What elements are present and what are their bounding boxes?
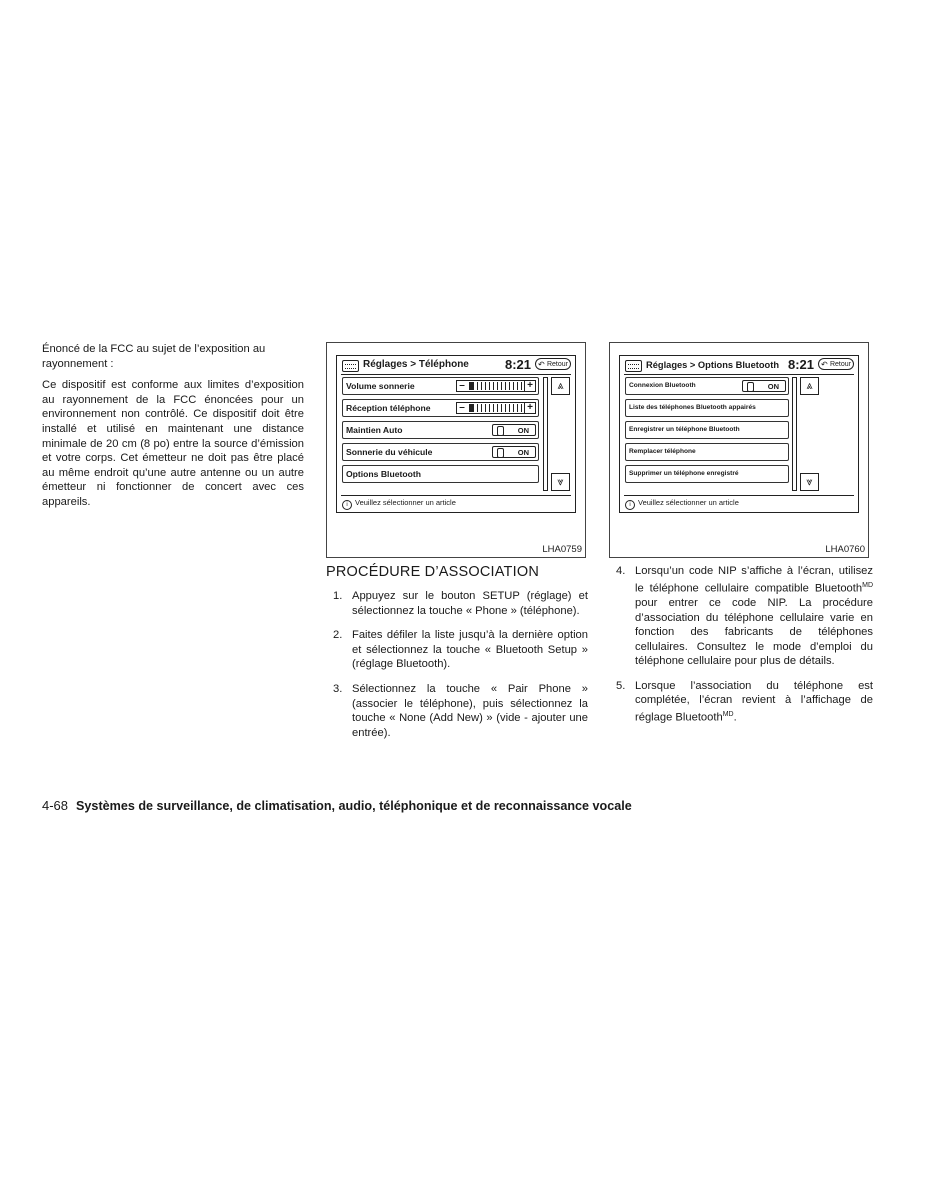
page-footer bbox=[42, 798, 632, 813]
toggle-value: ON bbox=[767, 382, 779, 391]
figure-id: LHA0760 bbox=[825, 544, 865, 555]
row-reception-telephone[interactable] bbox=[342, 399, 539, 417]
figure-id: LHA0759 bbox=[542, 544, 582, 555]
step-item bbox=[326, 682, 588, 740]
scroll-down-icon[interactable]: ⩔ bbox=[800, 473, 819, 491]
toggle-switch[interactable] bbox=[492, 424, 536, 436]
step-number: 4. bbox=[616, 565, 626, 577]
row-options-bluetooth[interactable] bbox=[342, 465, 539, 483]
screen-title: Réglages > Téléphone bbox=[363, 359, 469, 370]
row-enregistrer-telephone[interactable] bbox=[625, 421, 789, 439]
keyboard-icon bbox=[342, 360, 359, 372]
procedure-section bbox=[326, 564, 588, 750]
row-label: Enregistrer un téléphone Bluetooth bbox=[629, 426, 740, 433]
step-text: . bbox=[733, 711, 737, 724]
figure-phone-settings bbox=[326, 342, 586, 558]
plus-icon[interactable]: + bbox=[524, 380, 535, 392]
screen-clock: 8:21 bbox=[504, 357, 531, 372]
step-item bbox=[609, 679, 873, 726]
step-text: Lorsqu’un code NIP s’affiche à l’écran, utilisez le téléphone cellulaire compatible Bluetooth bbox=[635, 565, 873, 595]
scrollbar[interactable] bbox=[543, 377, 571, 491]
toggle-indicator-icon bbox=[497, 426, 504, 436]
step-number: 3. bbox=[333, 682, 343, 695]
volume-slider[interactable] bbox=[456, 380, 536, 392]
scroll-down-icon[interactable]: ⩔ bbox=[551, 473, 570, 491]
row-supprimer-telephone[interactable] bbox=[625, 465, 789, 483]
step-item bbox=[326, 589, 588, 618]
row-label: Remplacer téléphone bbox=[629, 448, 696, 455]
toggle-indicator-icon bbox=[497, 448, 504, 458]
back-button[interactable] bbox=[818, 358, 854, 370]
step-number: 2. bbox=[333, 629, 343, 642]
row-remplacer-telephone[interactable] bbox=[625, 443, 789, 461]
fcc-statement bbox=[42, 342, 304, 517]
fcc-heading: Énoncé de la FCC au sujet de l’exposition au rayonnement : bbox=[42, 343, 266, 370]
slider-bars bbox=[469, 382, 522, 390]
step-text: pour entrer ce code NIP. La procédure d’association du téléphone cellulaire varie en fonction des fabricants de téléphones cellulaires. Consultez le mode d’emploi du téléphone cellulaire pour plus de détails. bbox=[635, 596, 873, 668]
back-button[interactable] bbox=[535, 358, 571, 370]
procedure-steps bbox=[609, 564, 873, 725]
procedure-continued bbox=[609, 564, 873, 735]
step-item bbox=[326, 628, 588, 672]
superscript: MD bbox=[862, 581, 873, 589]
screen-title: Réglages > Options Bluetooth bbox=[646, 360, 780, 370]
screen-phone-settings bbox=[336, 355, 576, 513]
row-volume-sonnerie[interactable] bbox=[342, 377, 539, 395]
procedure-steps bbox=[326, 589, 588, 740]
back-arrow-icon: ↶ bbox=[538, 360, 545, 369]
row-label: Réception téléphone bbox=[346, 403, 431, 413]
info-icon: i bbox=[625, 500, 635, 510]
row-liste-telephones[interactable] bbox=[625, 399, 789, 417]
row-label: Liste des téléphones Bluetooth appairés bbox=[629, 404, 756, 411]
row-label: Volume sonnerie bbox=[346, 381, 415, 391]
info-icon: i bbox=[342, 500, 352, 510]
scroll-track[interactable] bbox=[543, 377, 548, 491]
toggle-value: ON bbox=[517, 426, 529, 435]
toggle-indicator-icon bbox=[747, 382, 754, 392]
toggle-switch[interactable] bbox=[492, 446, 536, 458]
back-button-label: Retour bbox=[546, 361, 568, 368]
screen-clock: 8:21 bbox=[787, 357, 814, 372]
row-sonnerie-vehicule[interactable] bbox=[342, 443, 539, 461]
minus-icon[interactable]: – bbox=[459, 380, 465, 391]
back-arrow-icon: ↶ bbox=[821, 360, 828, 369]
chapter-title: Systèmes de surveillance, de climatisation, audio, téléphonique et de reconnaissance vocale bbox=[76, 799, 632, 813]
status-bar bbox=[624, 495, 854, 510]
keyboard-icon bbox=[625, 360, 642, 372]
row-label: Connexion Bluetooth bbox=[629, 382, 696, 389]
screen-bluetooth-options bbox=[619, 355, 859, 513]
scroll-up-icon[interactable]: ⩓ bbox=[551, 377, 570, 395]
step-number: 1. bbox=[333, 590, 343, 602]
reception-slider[interactable] bbox=[456, 402, 536, 414]
step-text: Faites défiler la liste jusqu’à la dernière option et sélectionnez la touche « Bluetooth Setup » (réglage Bluetooth). bbox=[352, 629, 588, 671]
minus-icon[interactable]: – bbox=[459, 402, 465, 413]
section-title: PROCÉDURE D’ASSOCIATION bbox=[326, 564, 539, 580]
fcc-body: Ce dispositif est conforme aux limites d’exposition au rayonnement de la FCC énoncées pour un environnement non contrôlé. Ce dispositif doit être installé et utilisé en maintenant une distance minimale de 20 cm (8 po) entre la source d’émission et votre corps. Cet émetteur ne doit pas être placé au même endroit qu’une autre antenne ou un autre émetteur ni fonctionner de concert avec ces appareils. bbox=[42, 379, 304, 508]
row-label: Maintien Auto bbox=[346, 425, 403, 435]
screen-header bbox=[341, 359, 571, 375]
back-button-label: Retour bbox=[829, 361, 851, 368]
step-number: 5. bbox=[616, 679, 626, 692]
step-text: Sélectionnez la touche « Pair Phone » (associer le téléphone), puis sélectionnez la touche « None (Add New) » (vide - ajouter une entrée). bbox=[352, 682, 588, 739]
figure-bluetooth-options bbox=[609, 342, 869, 558]
plus-icon[interactable]: + bbox=[524, 402, 535, 414]
step-text: Appuyez sur le bouton SETUP (réglage) et sélectionnez la touche « Phone » (téléphone). bbox=[352, 590, 588, 617]
row-label: Supprimer un téléphone enregistré bbox=[629, 470, 739, 477]
row-connexion-bluetooth[interactable] bbox=[625, 377, 789, 395]
status-bar bbox=[341, 495, 571, 510]
scroll-track[interactable] bbox=[792, 377, 797, 491]
status-text: Veuillez sélectionner un article bbox=[355, 498, 456, 507]
slider-bars bbox=[469, 404, 522, 412]
row-maintien-auto[interactable] bbox=[342, 421, 539, 439]
slider-fill bbox=[469, 404, 474, 412]
slider-fill bbox=[469, 382, 474, 390]
status-text: Veuillez sélectionner un article bbox=[638, 498, 739, 507]
scrollbar[interactable] bbox=[792, 377, 820, 491]
step-text: Lorsque l’association du téléphone est complétée, l’écran revient à l’affichage de réglage Bluetooth bbox=[635, 679, 873, 724]
superscript: MD bbox=[722, 711, 734, 719]
toggle-value: ON bbox=[517, 448, 529, 457]
toggle-switch[interactable] bbox=[742, 380, 786, 392]
scroll-up-icon[interactable]: ⩓ bbox=[800, 377, 819, 395]
page-number: 4-68 bbox=[42, 798, 69, 813]
screen-header bbox=[624, 359, 854, 375]
row-label: Options Bluetooth bbox=[346, 469, 421, 479]
step-item bbox=[609, 564, 873, 669]
row-label: Sonnerie du véhicule bbox=[346, 447, 433, 457]
